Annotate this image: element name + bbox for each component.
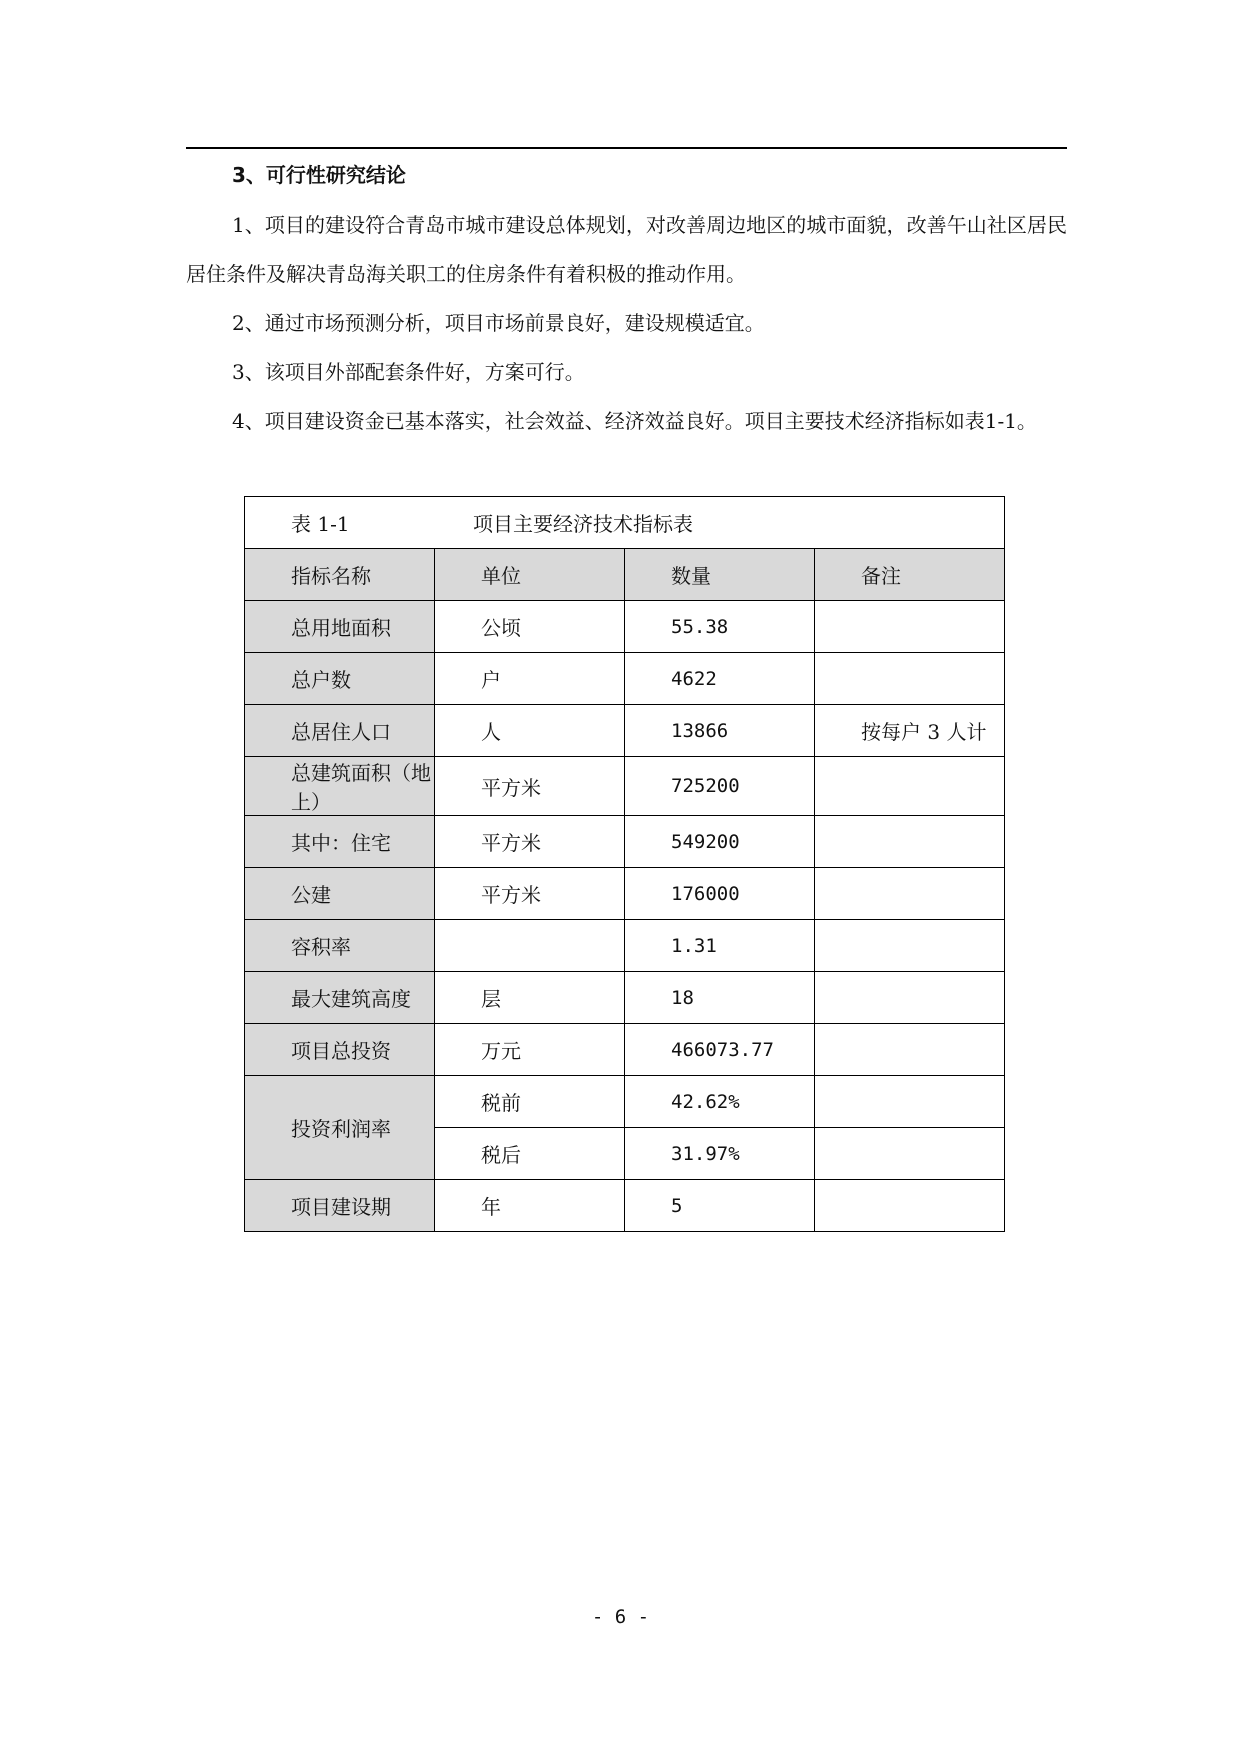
header-rule [186, 147, 1067, 149]
table-title: 项目主要经济技术指标表 [473, 512, 693, 536]
row-note [815, 601, 1005, 653]
row-note [815, 1024, 1005, 1076]
row-note [815, 816, 1005, 868]
header-unit: 单位 [435, 549, 625, 601]
paragraph-2: 2、通过市场预测分析，项目市场前景良好，建设规模适宜。 [232, 311, 765, 335]
row-unit [435, 920, 625, 972]
row-name: 公建 [245, 868, 435, 920]
table-row [245, 816, 1005, 868]
paragraph-4: 4、项目建设资金已基本落实，社会效益、经济效益良好。项目主要技术经济指标如表1-1。 [232, 409, 1037, 433]
row-name: 总建筑面积（地上） [245, 757, 435, 816]
table-header-row [245, 549, 1005, 601]
row-unit: 户 [435, 653, 625, 705]
header-name: 指标名称 [245, 549, 435, 601]
table-row [245, 705, 1005, 757]
row-value: 13866 [625, 705, 815, 757]
row-note [815, 653, 1005, 705]
row-note [815, 1180, 1005, 1232]
header-value: 数量 [625, 549, 815, 601]
table-row [245, 868, 1005, 920]
table-row [245, 601, 1005, 653]
row-unit: 平方米 [435, 816, 625, 868]
row-note-pre-tax [815, 1076, 1005, 1128]
row-name: 总居住人口 [245, 705, 435, 757]
indicator-table [244, 496, 1005, 1232]
row-name: 其中：住宅 [245, 816, 435, 868]
row-unit: 人 [435, 705, 625, 757]
row-unit: 公顷 [435, 601, 625, 653]
row-unit: 年 [435, 1180, 625, 1232]
row-unit: 万元 [435, 1024, 625, 1076]
row-value: 725200 [625, 757, 815, 816]
row-value: 5 [625, 1180, 815, 1232]
row-unit: 层 [435, 972, 625, 1024]
row-value: 466073.77 [625, 1024, 815, 1076]
table-row [245, 1180, 1005, 1232]
row-value: 55.38 [625, 601, 815, 653]
row-value: 176000 [625, 868, 815, 920]
table-row [245, 1076, 1005, 1128]
row-value-pre-tax: 42.62% [625, 1076, 815, 1128]
row-name: 容积率 [245, 920, 435, 972]
row-note [815, 868, 1005, 920]
table-row [245, 972, 1005, 1024]
row-name: 项目总投资 [245, 1024, 435, 1076]
table-number: 表 1-1 [291, 512, 350, 536]
table-caption-row [245, 497, 1005, 549]
row-value: 1.31 [625, 920, 815, 972]
row-value: 549200 [625, 816, 815, 868]
row-name-profit-rate: 投资利润率 [245, 1076, 435, 1180]
table-row [245, 757, 1005, 816]
table-row [245, 920, 1005, 972]
table-row [245, 1024, 1005, 1076]
page-number: - 6 - [591, 1606, 650, 1628]
row-unit: 平方米 [435, 757, 625, 816]
header-note: 备注 [815, 549, 1005, 601]
row-note [815, 757, 1005, 816]
row-unit: 平方米 [435, 868, 625, 920]
row-name: 总用地面积 [245, 601, 435, 653]
row-note [815, 972, 1005, 1024]
row-value: 4622 [625, 653, 815, 705]
paragraph-1: 1、项目的建设符合青岛市城市建设总体规划，对改善周边地区的城市面貌，改善午山社区居民居住条件及解决青岛海关职工的住房条件有着积极的推动作用。 [186, 213, 1067, 286]
row-note: 按每户 3 人计 [815, 705, 1005, 757]
row-unit-post-tax: 税后 [435, 1128, 625, 1180]
row-note [815, 920, 1005, 972]
row-name: 最大建筑高度 [245, 972, 435, 1024]
row-value-post-tax: 31.97% [625, 1128, 815, 1180]
row-value: 18 [625, 972, 815, 1024]
paragraph-3: 3、该项目外部配套条件好，方案可行。 [232, 360, 585, 384]
table-row [245, 653, 1005, 705]
row-unit-pre-tax: 税前 [435, 1076, 625, 1128]
row-name: 总户数 [245, 653, 435, 705]
row-note-post-tax [815, 1128, 1005, 1180]
section-heading: 3、可行性研究结论 [232, 163, 406, 187]
row-name: 项目建设期 [245, 1180, 435, 1232]
